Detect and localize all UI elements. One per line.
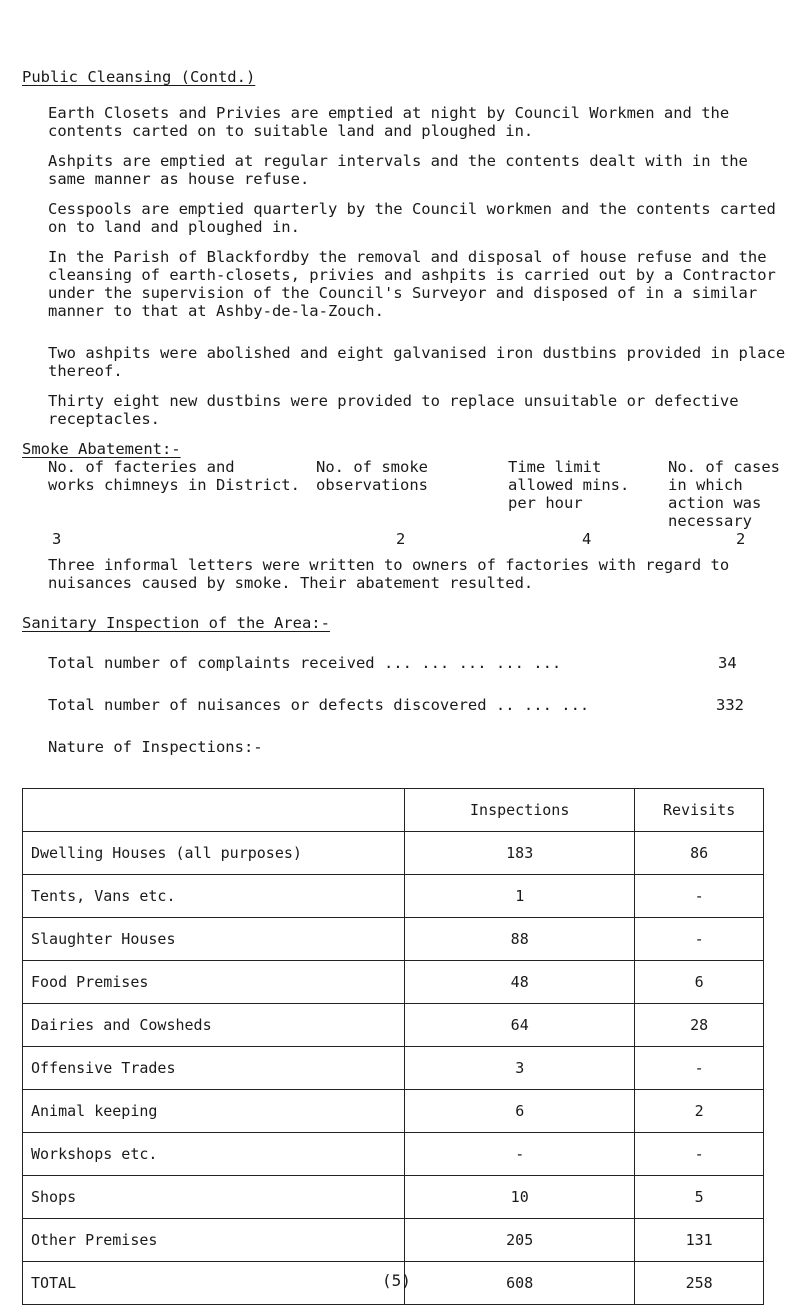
table-row [23,1219,764,1262]
revisits-cell: 28 [635,1004,764,1047]
table-row [23,1176,764,1219]
smoke-factories-value: 3 [52,530,62,548]
revisits-cell: - [635,1047,764,1090]
smoke-col-factories-label: No. of facteries and works chimneys in District. [48,458,300,494]
paragraph-blackfordby: In the Parish of Blackfordby the removal and disposal of house refuse and the cleansing of earth-closets, privies and ashpits is carried out by a Contractor under the supervision of the Council's Surveyor and disposed of in a similar manner to that at Ashby-de-la-Zouch. [48,248,776,320]
paragraph-ashpits: Ashpits are emptied at regular intervals and the contents dealt with in the same manner as house refuse. [48,152,748,188]
complaints-value: 34 [718,654,737,672]
page-title: Public Cleansing (Contd.) [22,68,256,86]
row-label-cell: Tents, Vans etc. [23,875,405,918]
revisits-cell: - [635,918,764,961]
revisits-cell: 6 [635,961,764,1004]
table-row [23,1047,764,1090]
row-label-cell: Workshops etc. [23,1133,405,1176]
inspections-table [22,788,764,1305]
table-header-cell: Revisits [635,789,764,832]
complaints-label: Total number of complaints received ... ... ... ... ... [48,654,562,672]
inspections-cell: 6 [405,1090,635,1133]
nuisances-line [48,696,708,714]
table-row [23,1004,764,1047]
sanitary-heading: Sanitary Inspection of the Area:- [22,614,330,632]
smoke-heading: Smoke Abatement:- [22,440,181,458]
paragraph-ashpits-abolished: Two ashpits were abolished and eight galvanised iron dustbins provided in place thereof. [48,344,786,380]
inspections-cell: 48 [405,961,635,1004]
table-row [23,1133,764,1176]
row-label-cell: Dwelling Houses (all purposes) [23,832,405,875]
inspections-cell: 608 [405,1262,635,1305]
paragraph-new-dustbins: Thirty eight new dustbins were provided to replace unsuitable or defective receptacles. [48,392,739,428]
paragraph-cesspools: Cesspools are emptied quarterly by the Council workmen and the contents carted on to land and ploughed in. [48,200,776,236]
revisits-cell: - [635,875,764,918]
inspections-cell: 1 [405,875,635,918]
table-header-cell [23,789,405,832]
table-row [23,832,764,875]
smoke-col-time-limit-label: Time limit allowed mins. per hour [508,458,630,512]
row-label-cell: Shops [23,1176,405,1219]
revisits-cell: 258 [635,1262,764,1305]
row-label-cell: Animal keeping [23,1090,405,1133]
complaints-line [48,654,708,672]
inspections-cell: 64 [405,1004,635,1047]
inspections-cell: 183 [405,832,635,875]
revisits-cell: 2 [635,1090,764,1133]
row-label-cell: TOTAL [23,1262,405,1305]
row-label-cell: Slaughter Houses [23,918,405,961]
table-row [23,875,764,918]
smoke-col-cases-label: No. of cases in which action was necessary [668,458,780,530]
table-row [23,1090,764,1133]
smoke-note: Three informal letters were written to owners of factories with regard to nuisances caused by smoke. Their abatement resulted. [48,556,730,592]
smoke-observations-value: 2 [396,530,406,548]
table-row [23,918,764,961]
table-header-cell: Inspections [405,789,635,832]
revisits-cell: 5 [635,1176,764,1219]
row-label-cell: Food Premises [23,961,405,1004]
nuisances-value: 332 [716,696,744,714]
row-label-cell: Offensive Trades [23,1047,405,1090]
page-number: (5) [382,1271,411,1290]
nuisances-label: Total number of nuisances or defects discovered .. ... ... [48,696,590,714]
row-label-cell: Dairies and Cowsheds [23,1004,405,1047]
row-label-cell: Other Premises [23,1219,405,1262]
revisits-cell: 86 [635,832,764,875]
inspections-cell: 88 [405,918,635,961]
inspections-cell: 3 [405,1047,635,1090]
inspections-cell: 205 [405,1219,635,1262]
paragraph-earth-closets: Earth Closets and Privies are emptied at night by Council Workmen and the contents carted on to suitable land and ploughed in. [48,104,730,140]
revisits-cell: - [635,1133,764,1176]
revisits-cell: 131 [635,1219,764,1262]
smoke-cases-value: 2 [736,530,746,548]
smoke-time-limit-value: 4 [582,530,592,548]
nature-of-inspections-label: Nature of Inspections:- [48,738,263,756]
inspections-cell: 10 [405,1176,635,1219]
smoke-col-observations-label: No. of smoke observations [316,458,428,494]
inspections-cell: - [405,1133,635,1176]
table-row [23,961,764,1004]
table-header-row [23,789,764,832]
